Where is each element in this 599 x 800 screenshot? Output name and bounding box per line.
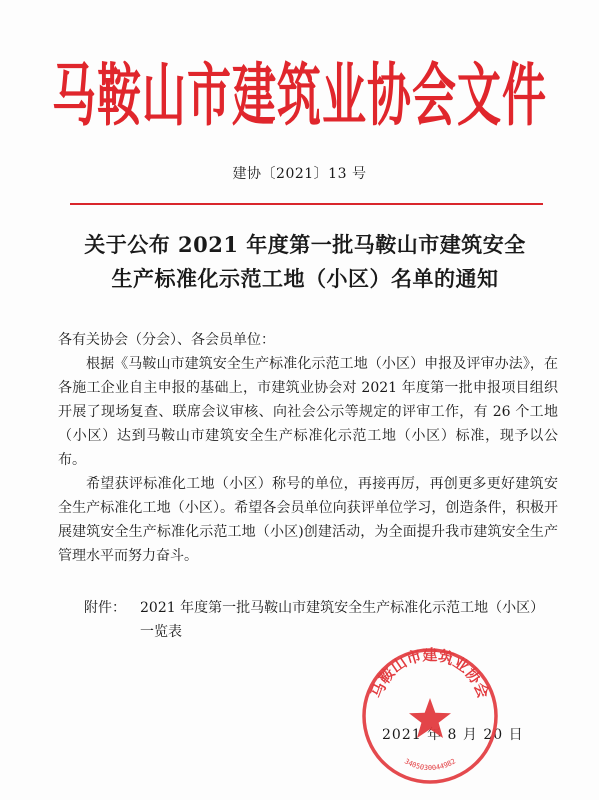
notice-title-line-1: 关于公布 2021 年度第一批马鞍山市建筑安全	[84, 232, 526, 257]
red-divider-line	[70, 203, 543, 205]
notice-title	[60, 228, 550, 296]
notice-body	[58, 328, 558, 568]
document-number: 建协〔2021〕13 号	[232, 166, 367, 182]
body-paragraph-2: 希望获评标准化工地（小区）称号的单位，再接再厉，再创更多更好建筑安全生产标准化工地（小区）。希望各会员单位向获评单位学习，创造条件，积极开展建筑安全生产标准化示范工地（小区)创建活动，为全面提升我市建筑安全生产管理水平而努力奋斗。	[58, 476, 558, 564]
seal-text: 马鞍山市建筑业协会	[367, 646, 493, 701]
attachment-label: 附件：	[84, 600, 126, 616]
attachment-text: 2021 年度第一批马鞍山市建筑安全生产标准化示范工地（小区）一览表	[140, 600, 545, 640]
star-icon	[409, 698, 451, 738]
official-seal	[360, 646, 500, 786]
notice-title-line-2: 生产标准化示范工地（小区）名单的通知	[111, 266, 499, 291]
seal-number: 3405030044982	[402, 757, 458, 773]
salutation: 各有关协会（分会）、各会员单位：	[58, 332, 275, 348]
issue-date: 2021 年 8 月 20 日	[382, 727, 524, 743]
official-seal-graphic	[360, 646, 500, 786]
document-header-title: 马鞍山市建筑业协会文件	[52, 57, 547, 137]
body-paragraph-1: 根据《马鞍山市建筑安全生产标准化示范工地（小区）申报及评审办法》，在各施工企业自主申报的基础上，市建筑业协会对 2021 年度第一批申报项目组织开展了现场复查、联席会议审核、向社会公示等规定的评审工作，有 26 个工地（小区）达到马鞍山市建筑安全生产标准化示范工地（小区）标准，现予以公布。	[58, 356, 558, 468]
